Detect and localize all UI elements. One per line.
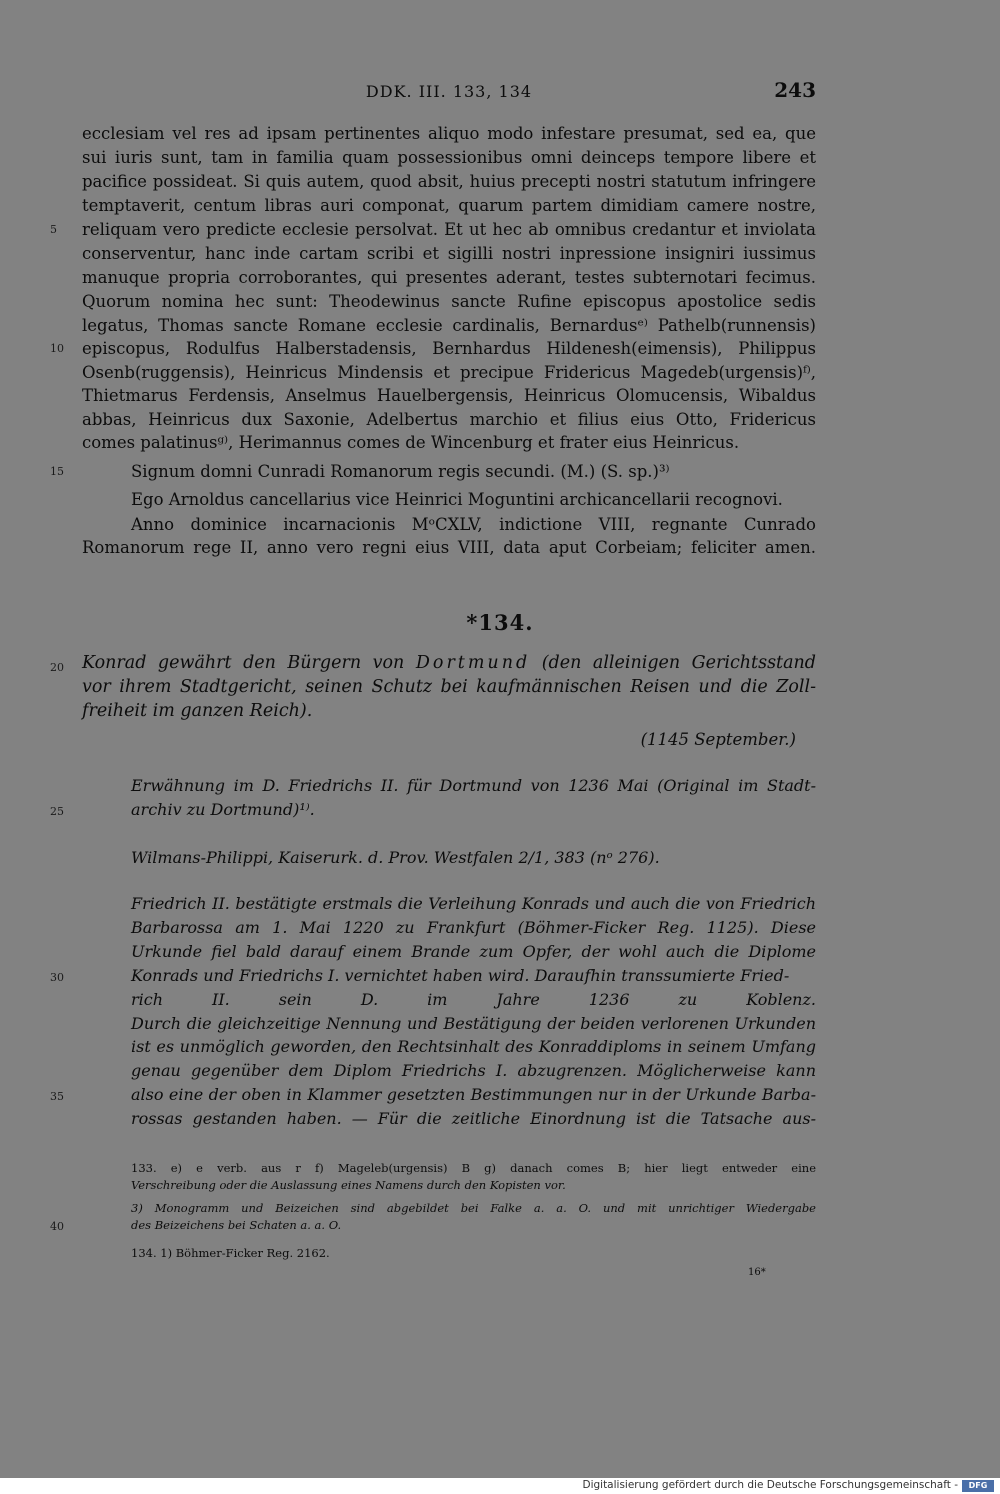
funding-credit: Digitalisierung gefördert durch die Deutsche Forschungsgemeinschaft - xyxy=(582,1479,958,1491)
line-number: 35 xyxy=(50,1090,64,1103)
charter-line: temptaverit, centum libras auri componat, quarum partem dimidiam camere nostre, xyxy=(82,196,816,215)
line-number: 25 xyxy=(50,805,64,818)
commentary-line: rossas gestanden haben. — Für die zeitliche Einordnung ist die Tatsache aus- xyxy=(131,1109,816,1128)
footnote-line: 134. 1) Böhmer-Ficker Reg. 2162. xyxy=(131,1246,330,1260)
commentary-line: Durch die gleichzeitige Nennung und Bestätigung der beiden verlorenen Urkunden xyxy=(131,1014,816,1033)
place-name: Dortmund xyxy=(415,653,531,673)
line-number: 20 xyxy=(50,661,64,674)
line-number: 40 xyxy=(50,1220,64,1233)
line-number: 30 xyxy=(50,971,64,984)
footnote-line: des Beizeichens bei Schaten a. a. O. xyxy=(131,1218,342,1232)
regest-line-1: Konrad gewährt den Bürgern von Dortmund (den alleinigen Gerichtsstand xyxy=(82,653,816,673)
commentary-line: ist es unmöglich geworden, den Rechtsinhalt des Konraddiploms in seinem Umfang xyxy=(131,1037,816,1056)
charter-line: abbas, Heinricus dux Saxonie, Adelbertus marchio et filius eius Otto, Fridericus xyxy=(82,410,816,429)
footer-bar xyxy=(0,1478,1000,1494)
document-number-heading: *134. xyxy=(466,610,534,635)
regest-line-2: vor ihrem Stadtgericht, seinen Schutz bei kaufmännischen Reisen und die Zoll- xyxy=(82,677,816,697)
charter-line: conserventur, hanc inde cartam scribi et sigilli nostri inpressione insigniri iussimus xyxy=(82,244,816,263)
charter-line: comes palatinusᵍ⁾, Herimannus comes de Wincenburg et frater eius Heinricus. xyxy=(82,433,740,452)
dfg-logo: DFG xyxy=(962,1480,994,1492)
charter-line: sui iuris sunt, tam in familia quam possessionibus omni deinceps tempore libere et xyxy=(82,148,816,167)
closing-line: Romanorum rege II, anno vero regni eius VIII, data aput Corbeiam; feliciter amen. xyxy=(82,538,816,557)
commentary-line: Urkunde fiel bald darauf einem Brande zum Opfer, der wohl auch die Diplome xyxy=(131,942,816,961)
commentary-line: also eine der oben in Klammer gesetzten Bestimmungen nur in der Urkunde Barba- xyxy=(131,1085,816,1104)
charter-line: manuque propria corroborantes, qui presentes aderant, testes subternotari fecimus. xyxy=(82,268,816,287)
footnote-line: Verschreibung oder die Auslassung eines Namens durch den Kopisten vor. xyxy=(131,1178,566,1192)
signum-line: Ego Arnoldus cancellarius vice Heinrici Moguntini archicancellarii recognovi. xyxy=(131,490,783,509)
commentary-line: archiv zu Dortmund)¹⁾. xyxy=(131,800,315,819)
page-number: 243 xyxy=(774,78,816,102)
charter-line: pacifice possideat. Si quis autem, quod absit, huius precepti nostri statutum infringere xyxy=(82,172,816,191)
commentary-line: Barbarossa am 1. Mai 1220 zu Frankfurt (Böhmer-Ficker Reg. 1125). Diese xyxy=(131,918,816,937)
regest-line-3: freiheit im ganzen Reich). xyxy=(82,701,313,721)
commentary-line: genau gegenüber dem Diplom Friedrichs I. abzugrenzen. Möglicherweise kann xyxy=(131,1061,816,1080)
charter-line: legatus, Thomas sancte Romane ecclesie cardinalis, Bernardusᵉ⁾ Pathelb(runnensis) xyxy=(82,316,816,335)
commentary-line: Wilmans-Philippi, Kaiserurk. d. Prov. Westfalen 2/1, 383 (nᵒ 276). xyxy=(131,848,660,867)
running-head-title: DDK. III. 133, 134 xyxy=(365,82,533,101)
charter-line: reliquam vero predicte ecclesie persolvat. Et ut hec ab omnibus credantur et inviolata xyxy=(82,220,816,239)
commentary-line: Konrads und Friedrichs I. vernichtet haben wird. Daraufhin transsumierte Fried- xyxy=(131,966,790,985)
charter-line: Thietmarus Ferdensis, Anselmus Hauelbergensis, Heinricus Olomucensis, Wibaldus xyxy=(82,386,816,405)
commentary-line: Erwähnung im D. Friedrichs II. für Dortmund von 1236 Mai (Original im Stadt- xyxy=(131,776,816,795)
regest-date: (1145 September.) xyxy=(640,730,796,749)
charter-line: Quorum nomina hec sunt: Theodewinus sancte Rufine episcopus apostolice sedis xyxy=(82,292,816,311)
signum-line: Signum domni Cunradi Romanorum regis secundi. (M.) (S. sp.)³⁾ xyxy=(131,462,670,481)
signum-line: Anno dominice incarnacionis MᵒCXLV, indictione VIII, regnante Cunrado xyxy=(131,515,816,534)
charter-line: episcopus, Rodulfus Halberstadensis, Bernhardus Hildenesh(eimensis), Philippus xyxy=(82,339,816,358)
footnote-line: 133. e) e verb. aus r f) Mageleb(urgensis) B g) danach comes B; hier liegt entweder eine xyxy=(131,1161,816,1175)
line-number: 15 xyxy=(50,465,64,478)
commentary-line: rich II. sein D. im Jahre 1236 zu Koblenz. xyxy=(131,990,816,1009)
line-number: 10 xyxy=(50,342,64,355)
commentary-line: Friedrich II. bestätigte erstmals die Verleihung Konrads und auch die von Friedrich xyxy=(131,894,816,913)
signature-mark: 16* xyxy=(748,1267,766,1278)
running-head xyxy=(82,78,816,108)
footnote-line: 3) Monogramm und Beizeichen sind abgebildet bei Falke a. a. O. und mit unrichtiger Wiedergabe xyxy=(131,1201,816,1215)
line-number: 5 xyxy=(50,223,57,236)
charter-line: Osenb(ruggensis), Heinricus Mindensis et precipue Fridericus Magedeb(urgensis)ᶠ⁾, xyxy=(82,363,816,382)
charter-line: ecclesiam vel res ad ipsam pertinentes aliquo modo infestare presumat, sed ea, que xyxy=(82,124,816,143)
